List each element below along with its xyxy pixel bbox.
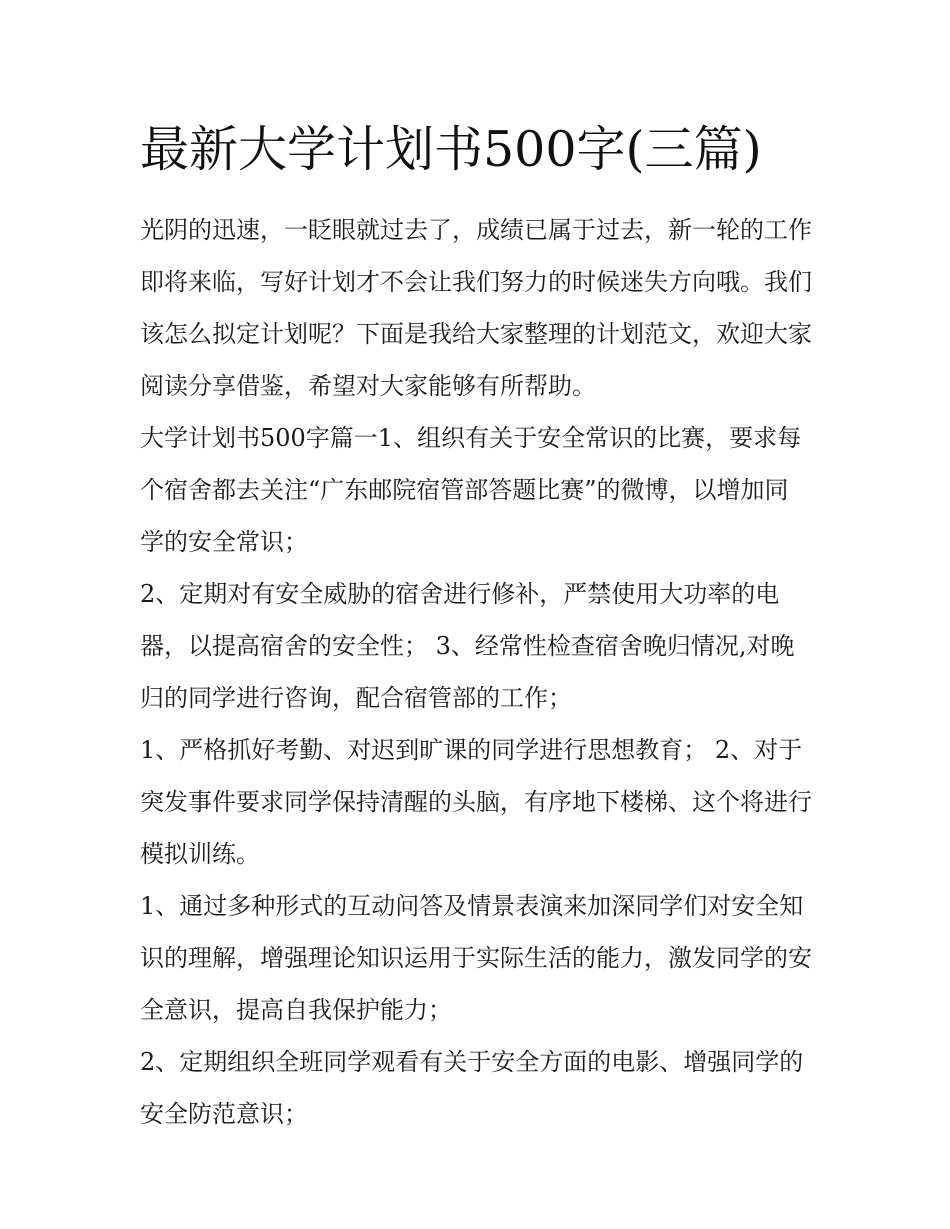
document-title: 最新大学计划书500字(三篇) — [140, 121, 762, 178]
paragraph-plan-item-3: 1、严格抓好考勤、对迟到旷课的同学进行思想教育； 2、对于突发事件要求同学保持清醒的头脑，有序地下楼梯、这个将进行模拟训练。 — [140, 736, 812, 868]
intro-paragraph: 光阴的迅速，一眨眼就过去了，成绩已属于过去，新一轮的工作即将来临，写好计划才不会让我们努力的时候迷失方向哦。我们该怎么拟定计划呢？下面是我给大家整理的计划范文，欢迎大家阅读分享借鉴，希望对大家能够有所帮助。 — [140, 216, 812, 400]
paragraph-plan-item-1: 大学计划书500字篇一1、组织有关于安全常识的比赛，要求每个宿舍都去关注“广东邮院宿管部答题比赛”的微博，以增加同学的安全常识； — [140, 424, 802, 556]
paragraph-plan-item-5: 2、定期组织全班同学观看有关于安全方面的电影、增强同学的安全防范意识； — [140, 1048, 804, 1128]
paragraph-plan-item-4: 1、通过多种形式的互动问答及情景表演来加深同学们对安全知识的理解，增强理论知识运用于实际生活的能力，激发同学的安全意识，提高自我保护能力； — [140, 892, 812, 1024]
paragraph-plan-item-2: 2、定期对有安全威胁的宿舍进行修补，严禁使用大功率的电器，以提高宿舍的安全性； 3、经常性检查宿舍晚归情况,对晚归的同学进行咨询，配合宿管部的工作； — [140, 580, 795, 712]
document-body — [140, 112, 812, 1140]
